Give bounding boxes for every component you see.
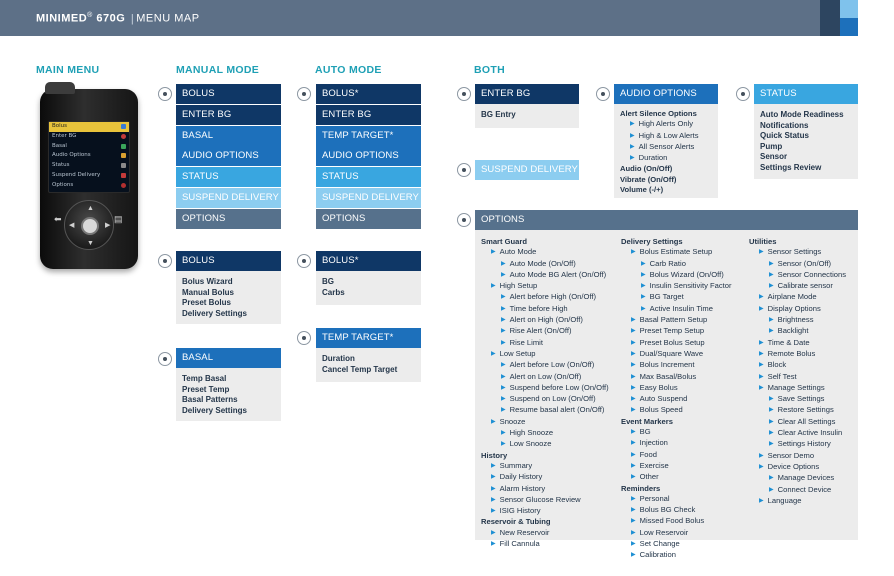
menu-list-item: ▶ Remote Bolus	[749, 349, 846, 360]
auto-menu-bolus: BOLUS*	[316, 84, 421, 104]
menu-list-item: ▶ Set Change	[621, 539, 732, 550]
auto-bolus-submenu	[316, 271, 421, 305]
menu-button-icon: ▤	[114, 214, 123, 224]
both-audio-options-title: AUDIO OPTIONS	[614, 84, 718, 104]
manual-menu-bolus: BOLUS	[176, 84, 281, 104]
menu-list-item: ▶ Low Setup	[481, 349, 609, 360]
both-status-title: STATUS	[754, 84, 858, 104]
submenu-item: Preset Temp	[182, 384, 230, 394]
manual-menu-enter-bg: ENTER BG	[176, 105, 281, 125]
both-status-submenu	[754, 104, 858, 179]
pump-screen-row: Basal	[49, 142, 129, 152]
title-separator: |	[130, 12, 135, 25]
manual-menu-audio-options: AUDIO OPTIONS	[176, 146, 281, 166]
menu-list-item: ▶ Backlight	[749, 326, 846, 337]
pump-screen-row: Options	[49, 181, 129, 191]
menu-list-item: ▶ Bolus Wizard (On/Off)	[621, 270, 732, 281]
submenu-item: Preset Bolus	[182, 298, 231, 307]
manual-bolus-submenu	[176, 271, 281, 324]
status-icon	[121, 163, 126, 168]
menu-section-heading: Delivery Settings	[621, 237, 683, 246]
menu-list-item: ▶ Bolus BG Check	[621, 505, 732, 516]
menu-section-heading: Reservoir & Tubing	[481, 517, 551, 527]
menu-section-heading: Volume (-/+)	[620, 185, 664, 195]
menu-list-item: ▶ Clear All Settings	[749, 417, 846, 428]
manual-menu-basal: BASAL	[176, 126, 281, 146]
submenu-item: Temp Basal	[182, 374, 227, 383]
menu-list-item: ▶ Self Test	[749, 372, 846, 383]
menu-list-item: ▶ Sensor Settings	[749, 247, 846, 258]
pump-screen-row: Suspend Delivery	[49, 171, 129, 181]
auto-temp-target-title: TEMP TARGET*	[316, 328, 421, 348]
menu-section-heading: Vibrate (On/Off)	[620, 174, 677, 184]
submenu-item: Sensor	[760, 152, 788, 161]
menu-list-item: ▶ Auto Mode BG Alert (On/Off)	[481, 270, 609, 281]
menu-list-item: ▶ High Setup	[481, 281, 609, 292]
menu-list-item: ▶ Preset Temp Setup	[621, 326, 732, 337]
auto-menu-temp-target: TEMP TARGET*	[316, 126, 421, 146]
menu-list-item: ▶ Low Snooze	[481, 439, 609, 450]
auto-temp-target-submenu	[316, 348, 421, 382]
pump-screen-row: Status	[49, 161, 129, 171]
manual-menu-suspend-delivery: SUSPEND DELIVERY	[176, 188, 281, 208]
header-accent-light	[840, 0, 858, 18]
menu-list-item: ▶ Active Insulin Time	[621, 304, 732, 315]
select-button	[81, 217, 99, 235]
menu-list-item: ▶ Insulin Sensitivity Factor	[621, 281, 732, 292]
menu-list-item: ▶ Sensor (On/Off)	[749, 259, 846, 270]
menu-list-item: ▶ Calibrate sensor	[749, 281, 846, 292]
auto-menu-suspend-delivery: SUSPEND DELIVERY	[316, 188, 421, 208]
menu-list-item: ▶ Alert before Low (On/Off)	[481, 360, 609, 371]
both-suspend-delivery-title: SUSPEND DELIVERY	[475, 160, 579, 180]
submenu-item: Settings Review	[760, 162, 822, 172]
up-arrow-icon: ▲	[87, 205, 94, 212]
manual-basal-submenu	[176, 368, 281, 421]
brand-name: MINIMED	[36, 12, 88, 25]
menu-list-item: ▶ Rise Alert (On/Off)	[481, 326, 609, 337]
connector-dot-icon	[457, 87, 471, 101]
connector-dot-icon	[736, 87, 750, 101]
menu-list-item: ▶ Missed Food Bolus	[621, 516, 732, 527]
menu-list-item: ▶ All Sensor Alerts	[620, 142, 712, 153]
menu-list-item: ▶ Carb Ratio	[621, 259, 732, 270]
menu-list-item: ▶ Time & Date	[749, 338, 846, 349]
connector-dot-icon	[158, 352, 172, 366]
menu-list-item: ▶ Manage Settings	[749, 383, 846, 394]
menu-list-item: ▶ Manage Devices	[749, 473, 846, 484]
menu-list-item: ▶ Display Options	[749, 304, 846, 315]
menu-section-heading: Smart Guard	[481, 237, 527, 246]
options-column-smart-guard	[481, 237, 609, 550]
pause-icon	[121, 173, 126, 178]
menu-section-heading: Audio (On/Off)	[620, 164, 673, 174]
header-accent-blue	[840, 18, 858, 36]
insulin-pump-image	[40, 89, 138, 269]
menu-list-item: ▶ ISIG History	[481, 506, 609, 517]
menu-list-item: ▶ Block	[749, 360, 846, 371]
menu-list-item: ▶ Duration	[620, 153, 712, 164]
menu-list-item: ▶ Device Options	[749, 462, 846, 473]
menu-list-item: ▶ Preset Bolus Setup	[621, 338, 732, 349]
title-text: MENU MAP	[136, 12, 200, 25]
auto-menu-enter-bg: ENTER BG	[316, 105, 421, 125]
menu-list-item: ▶ Snooze	[481, 417, 609, 428]
menu-list-item: ▶ High Snooze	[481, 428, 609, 439]
submenu-item: Cancel Temp Target	[322, 364, 398, 374]
main-menu-heading: MAIN MENU	[36, 64, 100, 76]
menu-list-item: ▶ Bolus Increment	[621, 360, 732, 371]
submenu-item: Quick Status	[760, 131, 809, 140]
menu-list-item: ▶ Calibration	[621, 550, 732, 561]
menu-list-item: ▶ Dual/Square Wave	[621, 349, 732, 360]
menu-list-item: ▶ Clear Active Insulin	[749, 428, 846, 439]
left-arrow-icon: ◀	[69, 222, 75, 229]
menu-list-item: ▶ Fill Cannula	[481, 539, 609, 550]
submenu-item: BG	[322, 277, 334, 286]
model-number: 670G	[96, 12, 126, 25]
menu-list-item: ▶ New Reservoir	[481, 528, 609, 539]
menu-list-item: ▶ Airplane Mode	[749, 292, 846, 303]
connector-dot-icon	[457, 213, 471, 227]
manual-menu-status: STATUS	[176, 167, 281, 187]
pump-navigation-pad	[64, 200, 114, 250]
menu-list-item: ▶ Auto Suspend	[621, 394, 732, 405]
menu-list-item: ▶ Basal Pattern Setup	[621, 315, 732, 326]
page-title	[36, 12, 200, 25]
submenu-item: Notifications	[760, 120, 809, 130]
auto-mode-heading: AUTO MODE	[315, 64, 382, 76]
menu-section-heading: Event Markers	[621, 416, 673, 426]
manual-bolus-title: BOLUS	[176, 251, 281, 271]
menu-list-item: ▶ Injection	[621, 438, 732, 449]
menu-list-item: ▶ Suspend before Low (On/Off)	[481, 383, 609, 394]
connector-dot-icon	[297, 87, 311, 101]
menu-list-item: ▶ Bolus Estimate Setup	[621, 247, 732, 258]
pump-screen-row: Enter BG	[49, 132, 129, 142]
auto-menu-audio-options: AUDIO OPTIONS	[316, 146, 421, 166]
menu-list-item: ▶ Easy Bolus	[621, 383, 732, 394]
menu-list-item: ▶ Daily History	[481, 472, 609, 483]
pump-screen-row: Audio Options	[49, 151, 129, 161]
menu-list-item: ▶ Save Settings	[749, 394, 846, 405]
submenu-item: Bolus Wizard	[182, 277, 233, 286]
menu-list-item: ▶ High Alerts Only	[620, 119, 712, 130]
menu-list-item: ▶ Low Reservoir	[621, 528, 732, 539]
gear-icon	[121, 183, 126, 188]
menu-list-item: ▶ Sensor Connections	[749, 270, 846, 281]
menu-list-item: ▶ Bolus Speed	[621, 405, 732, 416]
menu-section-heading: Utilities	[749, 237, 777, 246]
menu-list-item: ▶ Food	[621, 450, 732, 461]
manual-basal-title: BASAL	[176, 348, 281, 368]
menu-section-heading: Reminders	[621, 483, 661, 493]
options-title: OPTIONS	[475, 210, 858, 230]
manual-mode-heading: MANUAL MODE	[176, 64, 260, 76]
menu-section-heading: Alert Silence Options	[620, 109, 697, 118]
menu-list-item: ▶ Other	[621, 472, 732, 483]
auto-bolus-title: BOLUS*	[316, 251, 421, 271]
menu-list-item: ▶ High & Low Alerts	[620, 131, 712, 142]
menu-list-item: ▶ Rise Limit	[481, 338, 609, 349]
pump-cap	[45, 82, 75, 94]
menu-list-item: ▶ Connect Device	[749, 485, 846, 496]
back-arrow-icon: ⬅	[54, 214, 62, 224]
connector-dot-icon	[596, 87, 610, 101]
both-enter-bg-submenu	[475, 104, 579, 128]
submenu-item: Auto Mode Readiness	[760, 110, 844, 119]
submenu-item: Pump	[760, 141, 783, 151]
menu-list-item: ▶ Personal	[621, 494, 732, 505]
both-audio-options-submenu	[614, 104, 718, 198]
menu-section-heading: History	[481, 450, 508, 460]
submenu-item: Manual Bolus	[182, 287, 235, 297]
registered-mark: ®	[87, 12, 93, 19]
options-column-delivery-settings	[621, 237, 732, 562]
menu-list-item: ▶ Restore Settings	[749, 405, 846, 416]
menu-list-item: ▶ Sensor Glucose Review	[481, 495, 609, 506]
menu-list-item: ▶ Auto Mode	[481, 247, 609, 258]
submenu-item: Duration	[322, 354, 355, 363]
pump-screen	[48, 121, 130, 193]
menu-list-item: ▶ Auto Mode (On/Off)	[481, 259, 609, 270]
menu-list-item: ▶ Alert on Low (On/Off)	[481, 372, 609, 383]
right-arrow-icon: ▶	[105, 222, 111, 229]
menu-list-item: ▶ Brightness	[749, 315, 846, 326]
down-arrow-icon: ▼	[87, 240, 94, 247]
menu-list-item: ▶ Max Basal/Bolus	[621, 372, 732, 383]
header-bar	[0, 0, 894, 36]
speaker-icon	[121, 153, 126, 158]
menu-list-item: ▶ Summary	[481, 461, 609, 472]
menu-list-item: ▶ Language	[749, 496, 846, 507]
submenu-item: BG Entry	[481, 110, 516, 119]
submenu-item: Basal Patterns	[182, 395, 238, 404]
drop-icon	[121, 134, 126, 139]
auto-menu-options: OPTIONS	[316, 209, 421, 229]
submenu-item: Delivery Settings	[182, 308, 247, 318]
auto-menu-status: STATUS	[316, 167, 421, 187]
connector-dot-icon	[158, 87, 172, 101]
options-column-utilities	[749, 237, 846, 507]
header-accent-white	[858, 0, 894, 36]
manual-menu-options: OPTIONS	[176, 209, 281, 229]
pump-screen-row: Bolus	[49, 122, 129, 132]
both-heading: BOTH	[474, 64, 505, 76]
submenu-item: Delivery Settings	[182, 405, 247, 415]
menu-list-item: ▶ BG Target	[621, 292, 732, 303]
menu-list-item: ▶ Time before High	[481, 304, 609, 315]
bolus-icon	[121, 124, 126, 129]
menu-list-item: ▶ Suspend on Low (On/Off)	[481, 394, 609, 405]
menu-list-item: ▶ Sensor Demo	[749, 451, 846, 462]
menu-list-item: ▶ Alert on High (On/Off)	[481, 315, 609, 326]
menu-list-item: ▶ Resume basal alert (On/Off)	[481, 405, 609, 416]
basal-icon	[121, 144, 126, 149]
menu-list-item: ▶ BG	[621, 427, 732, 438]
connector-dot-icon	[457, 163, 471, 177]
connector-dot-icon	[297, 254, 311, 268]
both-enter-bg-title: ENTER BG	[475, 84, 579, 104]
connector-dot-icon	[158, 254, 172, 268]
menu-list-item: ▶ Alert before High (On/Off)	[481, 292, 609, 303]
menu-list-item: ▶ Exercise	[621, 461, 732, 472]
connector-dot-icon	[297, 331, 311, 345]
menu-list-item: ▶ Settings History	[749, 439, 846, 450]
menu-list-item: ▶ Alarm History	[481, 484, 609, 495]
submenu-item: Carbs	[322, 287, 345, 297]
